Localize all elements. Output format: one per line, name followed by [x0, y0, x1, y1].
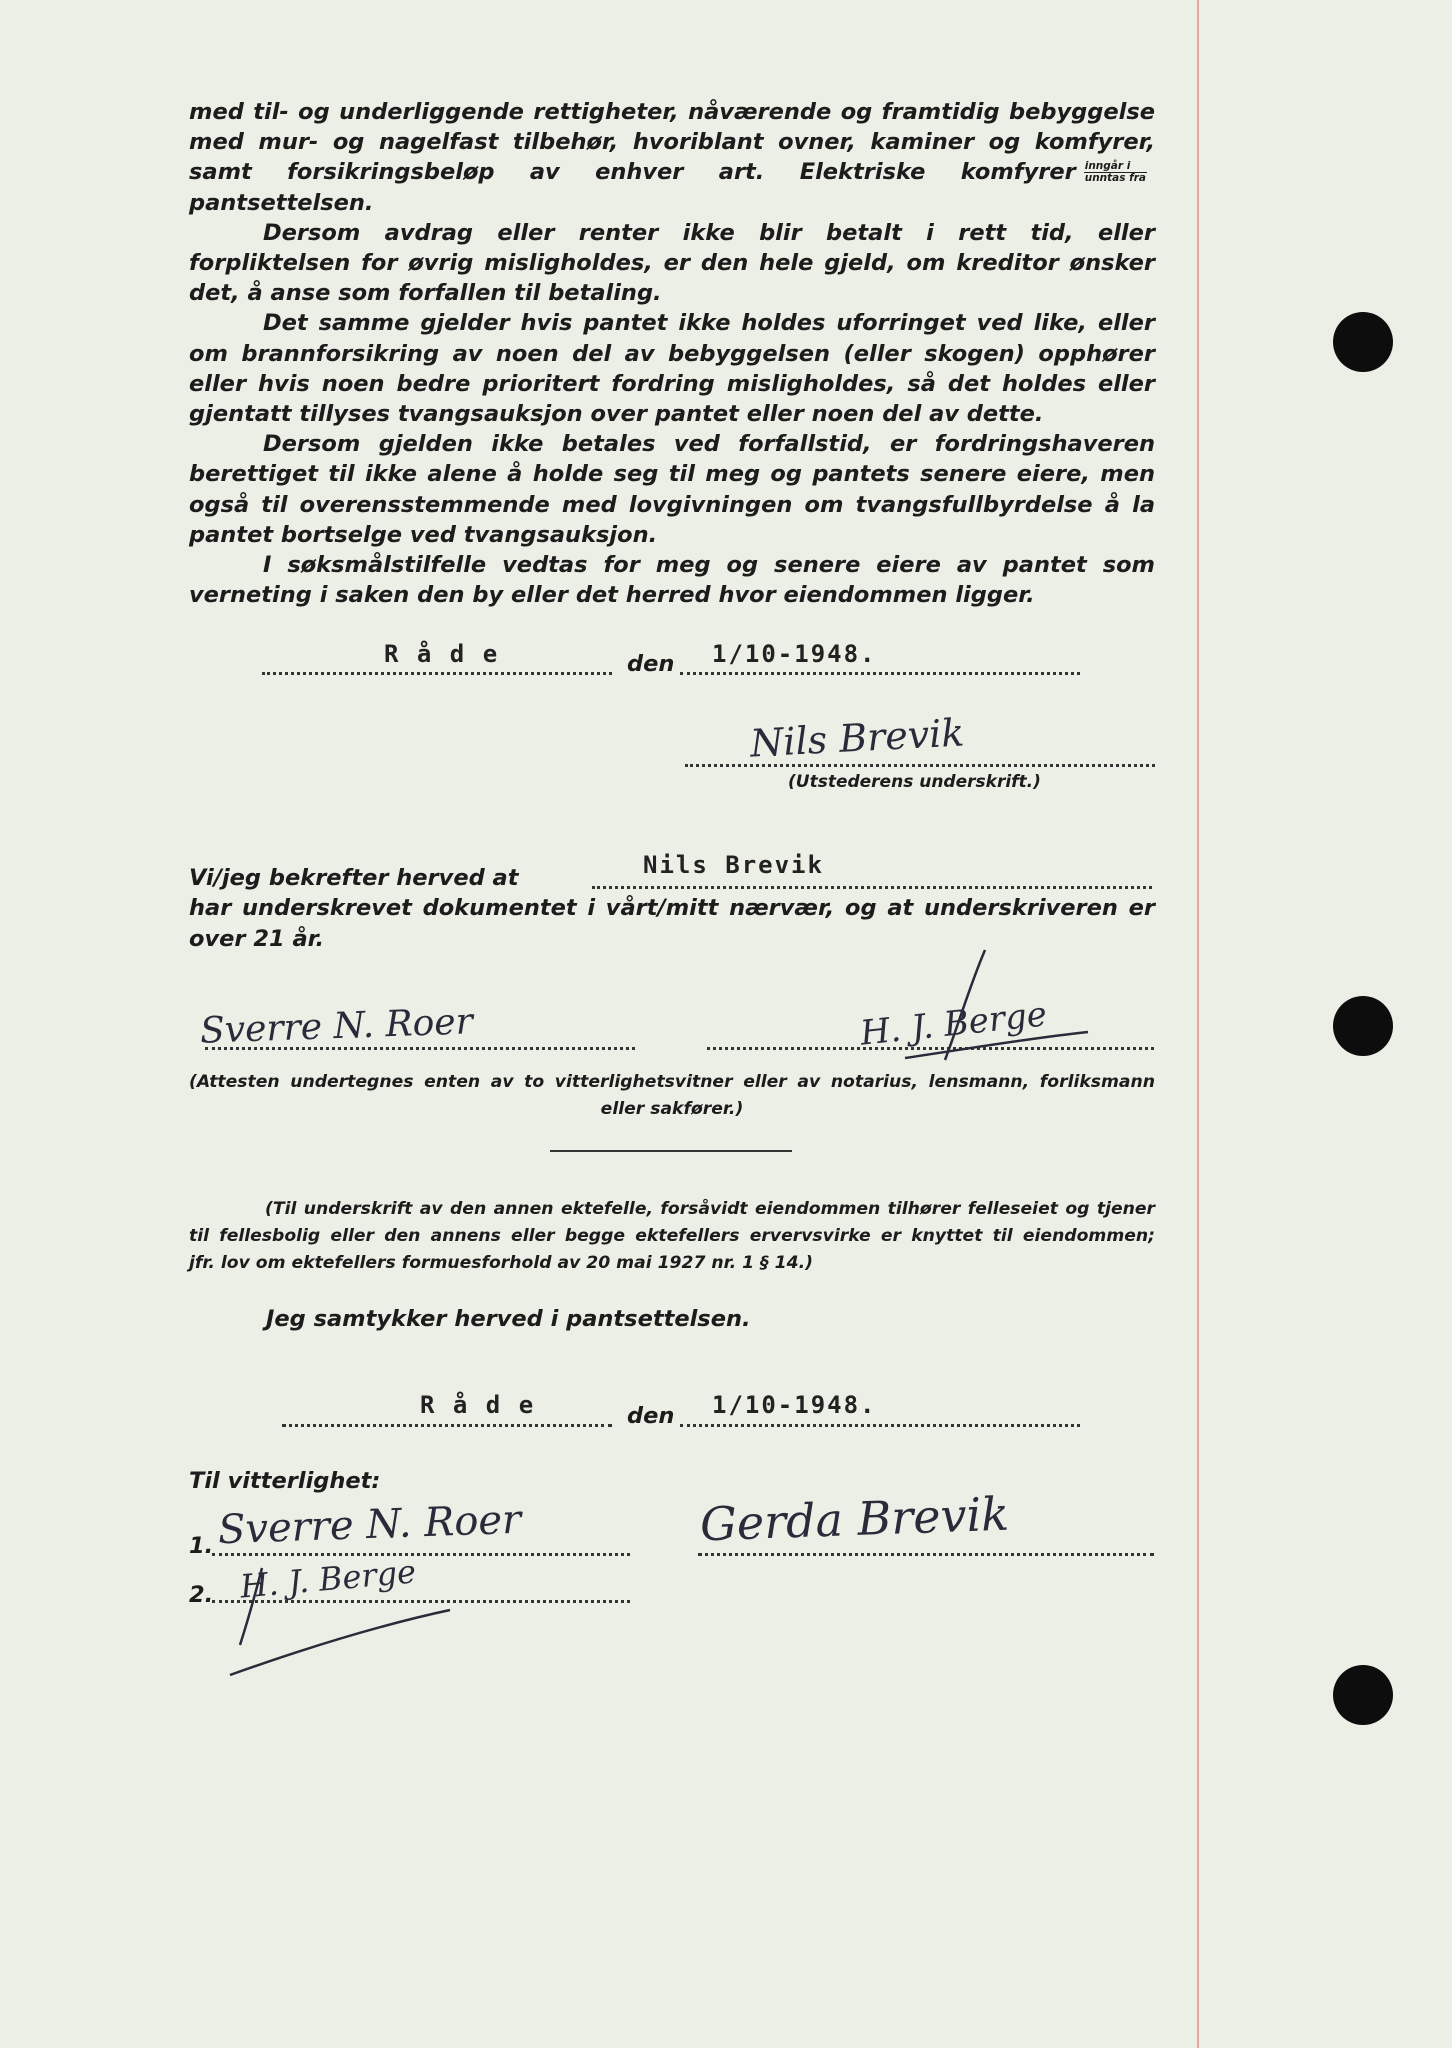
date-1: 1/10-1948.: [712, 640, 877, 668]
spouse-note-line-3: jfr. lov om ektefellers formuesforhold av 20 mai 1927 nr. 1 § 14.): [189, 1253, 813, 1273]
fraction-choice: $\frac{\text{inngår i}}{\text{unntas fra}}$: [1084, 160, 1146, 185]
witness1-signature: Sverre N. Roer: [217, 1496, 522, 1554]
witness2-signature: H. J. Berge: [238, 1552, 418, 1606]
witness-number-2: 2.: [189, 1582, 214, 1608]
attestation-witness2-signature: H. J. Berge: [858, 994, 1049, 1054]
spouse-signature: Gerda Brevik: [699, 1486, 1010, 1552]
paragraph-4: Dersom gjelden ikke betales ved forfallstid, er fordringshaveren berettiget til ikke alene å holde seg til meg og pantets senere eiere, men også til overensstemmende med lovgivningen om tvangsfullbyrdelse å la pantet bortselge ved tvangsauksjon.: [189, 431, 1155, 548]
attestation-note-line-1: (Attesten undertegnes enten av to vitterlighetsvitner eller av notarius, lensmann, forliksmann: [189, 1072, 1155, 1092]
paragraph-2: Dersom avdrag eller renter ikke blir betalt i rett tid, eller forpliktelsen for øvrig misligholdes, er den hele gjeld, om kreditor ønsker det, å anse som forfallen til betaling.: [189, 219, 1155, 307]
den-label-1: den: [627, 651, 675, 677]
paragraph-1: med til- og underliggende rettigheter, nåværende og framtidig bebyggelse med mur- og nagelfast tilbehør, hvoriblant ovner, kaminer og komfyrer, samt forsikringsbeløp av enhver art. Elektriske komfyrer $\frac{\text{inngår i}}{\text{unntas fra}}$ pantsettelsen.: [189, 99, 1155, 216]
attestation-line-3: over 21 år.: [189, 926, 325, 952]
attestation-line-2: har underskrevet dokumentet i vårt/mitt nærvær, og at underskriveren er: [189, 895, 1155, 921]
issuer-signature: Nils Brevik: [748, 710, 966, 766]
attestation-intro: Vi/jeg bekrefter herved at: [189, 865, 519, 891]
paragraph-5: I søksmålstilfelle vedtas for meg og senere eiere av pantet som verneting i saken den by eller det herred hvor eiendommen ligger.: [189, 552, 1155, 609]
consent-text: Jeg samtykker herved i pantsettelsen.: [266, 1306, 751, 1332]
den-label-2: den: [627, 1403, 675, 1429]
attestation-name: Nils Brevik: [643, 851, 824, 879]
date-2: 1/10-1948.: [712, 1391, 877, 1419]
spouse-note-line-1: (Til underskrift av den annen ektefelle, forsåvidt eiendommen tilhører felleseiet og tjener: [265, 1199, 1155, 1219]
paragraph-3: Det samme gjelder hvis pantet ikke holdes uforringet ved like, eller om brannforsikring av noen del av bebyggelsen (eller skogen) opphører eller hvis noen bedre prioritert fordring misligholdes, så det holdes eller gjentatt tillyses tvangsauksjon over pantet eller noen del av dette.: [189, 310, 1155, 428]
place-2: R å d e: [420, 1391, 536, 1419]
spouse-note-line-2: til fellesbolig eller den annens eller begge ektefellers ervervsvirke er knyttet til eiendommen;: [189, 1226, 1155, 1246]
place-1: R å d e: [384, 640, 500, 668]
issuer-caption: (Utstederens underskrift.): [788, 772, 1041, 792]
witness-number-1: 1.: [189, 1533, 214, 1559]
attestation-witness1-signature: Sverre N. Roer: [199, 1001, 474, 1052]
spouse-signature-line: [698, 1553, 1154, 1556]
attestation-note-line-2: eller sakfører.): [600, 1099, 744, 1119]
witnesses-label: Til vitterlighet:: [189, 1468, 381, 1494]
